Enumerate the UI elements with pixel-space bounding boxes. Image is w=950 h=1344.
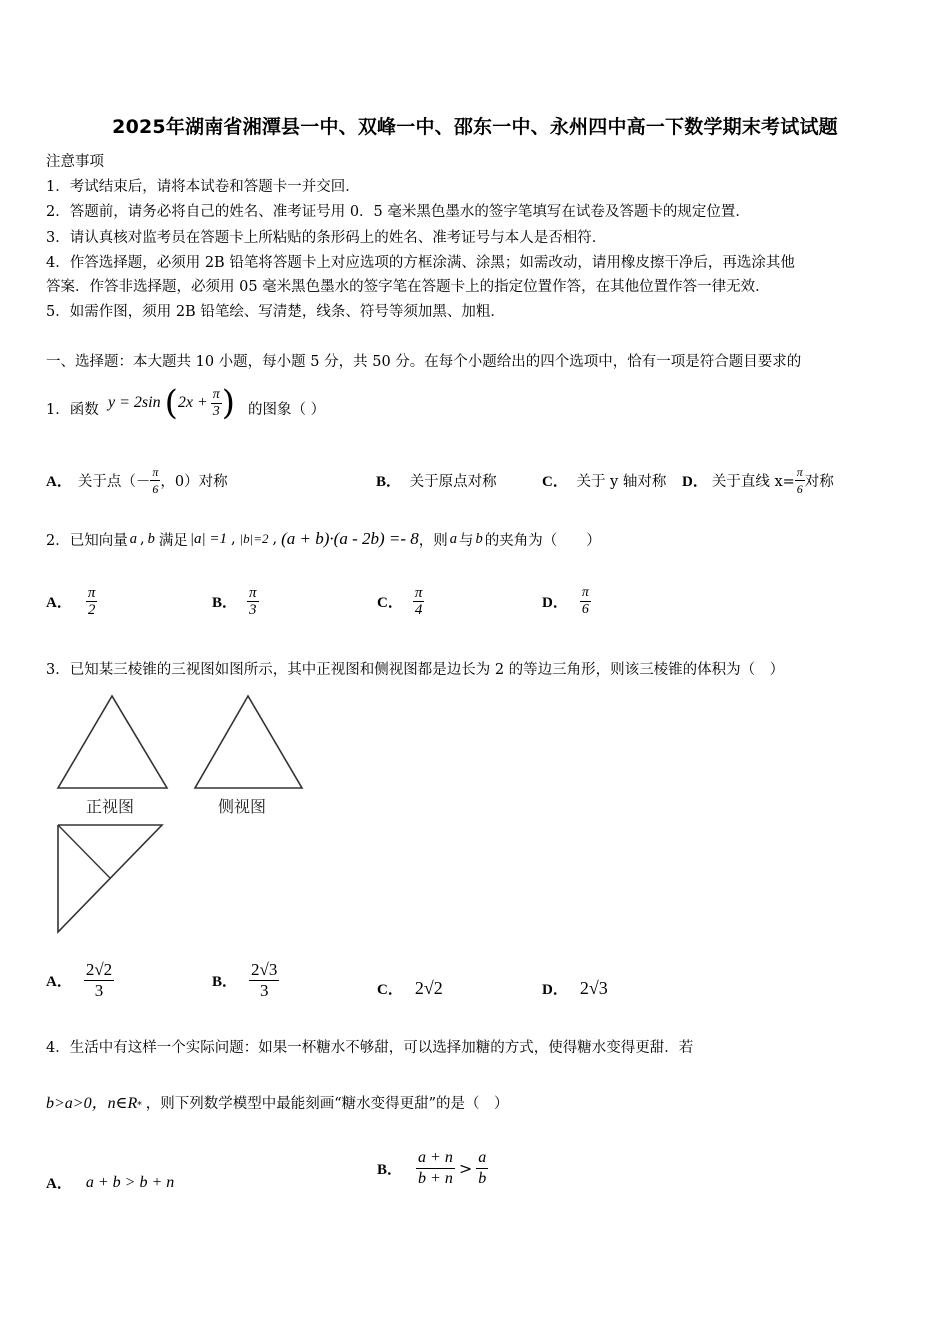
q1-formula xyxy=(108,381,235,425)
q2-option-c[interactable] xyxy=(377,578,424,624)
option-label: B． xyxy=(212,594,238,611)
q4-star: * xyxy=(137,1101,142,1111)
side-view-triangle xyxy=(195,696,302,788)
frac-num: π xyxy=(152,464,159,479)
q2-abs-b: |b|=2 xyxy=(239,531,269,546)
notice-item: 1．考试结束后，请将本试卷和答题卡一并交回． xyxy=(46,179,360,195)
frac-den: 6 xyxy=(581,601,589,617)
vector-b: b xyxy=(475,530,483,547)
option-label: C． xyxy=(542,474,568,490)
q4-option-a[interactable] xyxy=(46,1172,174,1193)
q1-formula-left: y = 2sin xyxy=(108,394,161,411)
q4-stem: 4．生活中有这样一个实际问题：如果一杯糖水不够甜，可以选择加糖的方式，使得糖水变得更甜．若 xyxy=(46,1040,694,1056)
frac-den: 6 xyxy=(152,481,159,496)
option-fraction xyxy=(476,1148,488,1189)
option-text: 对称 xyxy=(804,473,834,490)
option-text: 关于 y 轴对称 xyxy=(576,474,667,490)
q4-tail: ，则下列数学模型中最能刻画“糖水变得更甜”的是（ ） xyxy=(145,1096,509,1112)
q3-option-d[interactable] xyxy=(542,978,608,999)
q1-fraction xyxy=(211,387,222,420)
front-view-caption: 正视图 xyxy=(86,797,135,816)
q1-option-a[interactable] xyxy=(46,460,228,500)
frac-num: π xyxy=(414,584,423,601)
option-text: 关于点（－ xyxy=(77,473,151,490)
q2-text: 的夹角为（ ） xyxy=(484,532,601,549)
q1-option-d[interactable] xyxy=(682,460,834,500)
notice-item: 2．答题前，请务必将自己的姓名、准考证号用 0．5 毫米黑色墨水的签字笔填写在试卷及答题卡的规定位置． xyxy=(46,204,750,220)
option-fraction xyxy=(795,464,805,497)
option-label: B． xyxy=(377,1161,403,1178)
left-paren: ( xyxy=(164,383,178,423)
option-label: C． xyxy=(377,594,403,611)
frac-den: 4 xyxy=(414,601,423,618)
q1-formula-inner: 2x + xyxy=(177,394,208,411)
q2-option-b[interactable] xyxy=(212,578,259,624)
option-label: A． xyxy=(46,1176,72,1192)
top-view xyxy=(58,825,162,932)
section-heading: 一、选择题：本大题共 10 小题，每小题 5 分，共 50 分。在每个小题给出的四个选项中，恰有一项是符合题目要求的 xyxy=(46,354,802,370)
page-title: 2025年湖南省湘潭县一中、双峰一中、邵东一中、永州四中高一下数学期末考试试题 xyxy=(112,116,838,138)
side-view-caption: 侧视图 xyxy=(218,797,267,816)
frac-den: 6 xyxy=(796,481,803,496)
q2-abs-a: |a| =1 xyxy=(189,530,227,547)
front-view-triangle xyxy=(58,696,167,788)
option-label: D． xyxy=(542,982,568,998)
option-label: A． xyxy=(46,594,72,611)
q4-condition-line xyxy=(46,1090,509,1113)
q2-text: 满足 xyxy=(158,532,188,549)
frac-num: π xyxy=(249,584,257,601)
q1-number: 1．函数 xyxy=(46,402,99,418)
frac-num: π xyxy=(87,584,96,601)
option-fraction xyxy=(86,585,98,618)
vector-a: a xyxy=(449,530,458,547)
q1-frac-den: 3 xyxy=(212,403,220,419)
option-label: A． xyxy=(46,473,72,490)
frac-num: a xyxy=(476,1148,488,1169)
frac-num: π xyxy=(796,464,803,479)
frac-den: 3 xyxy=(249,601,257,618)
option-label: B． xyxy=(212,973,238,990)
option-value: 2√3 xyxy=(579,978,608,998)
q2-stem: 2．已知向量 a , b 满足 |a| =1 , |b|=2 , (a + b)·(a - 2b) =- 8 ，则 a 与 b 的夹角为（ ） xyxy=(46,529,601,549)
frac-num: π xyxy=(581,584,589,600)
notice-item: 答案．作答非选择题，必须用 05 毫米黑色墨水的签字笔在答题卡上的指定位置作答，在其他位置作答一律无效． xyxy=(46,279,770,295)
vector-b: b xyxy=(147,530,155,547)
option-label: C． xyxy=(377,982,403,998)
q3-option-b[interactable] xyxy=(212,954,279,1006)
q1-tail: 的图象（ ） xyxy=(248,402,326,418)
option-fraction xyxy=(249,960,279,1001)
option-value: a + b > b + n xyxy=(85,1173,175,1191)
option-text: ，0）对称 xyxy=(160,473,228,490)
q2-text: ，则 xyxy=(418,532,448,549)
frac-den: 2 xyxy=(87,601,96,618)
option-fraction xyxy=(580,585,591,618)
q3-option-a[interactable] xyxy=(46,954,114,1006)
q1-option-b[interactable] xyxy=(376,472,497,492)
frac-num: a + n xyxy=(416,1148,455,1169)
q2-expression: (a + b)·(a - 2b) =- 8 xyxy=(281,529,419,548)
option-text: 关于直线 x= xyxy=(711,473,795,490)
frac-den: b xyxy=(478,1169,487,1187)
frac-den: b + n xyxy=(418,1169,453,1187)
notice-item: 5．如需作图，须用 2B 铅笔绘、写清楚，线条、符号等须加黑、加粗． xyxy=(46,304,505,320)
notice-item: 3．请认真核对监考员在答题卡上所粘贴的条形码上的姓名、准考证号与本人是否相符． xyxy=(46,230,607,246)
frac-num: 2√3 xyxy=(251,959,278,979)
q2-option-d[interactable] xyxy=(542,578,591,624)
option-label: D． xyxy=(542,594,568,611)
q3-option-c[interactable] xyxy=(377,978,443,999)
q1-frac-num: π xyxy=(212,386,220,402)
q4-condition: b>a>0，n∈R xyxy=(46,1095,138,1112)
q1-option-c[interactable] xyxy=(542,472,666,492)
option-value: 2√2 xyxy=(414,978,443,998)
right-paren: ) xyxy=(221,383,236,423)
q2-number: 2．已知向量 xyxy=(46,532,128,549)
option-fraction xyxy=(413,585,425,618)
option-label: A． xyxy=(46,973,72,990)
q3-stem: 3．已知某三棱锥的三视图如图所示，其中正视图和侧视图都是边长为 2 的等边三角形，则该三棱锥的体积为（ ） xyxy=(46,662,785,678)
option-fraction xyxy=(416,1148,455,1189)
q1-stem xyxy=(46,400,99,420)
notice-item: 4．作答选择题，必须用 2B 铅笔将答题卡上对应选项的方框涂满、涂黑；如需改动，请用橡皮擦干净后，再选涂其他 xyxy=(46,255,795,271)
option-label: B． xyxy=(376,474,402,490)
option-text: 关于原点对称 xyxy=(409,474,497,490)
frac-den: 3 xyxy=(94,980,104,1000)
frac-num: 2√2 xyxy=(85,959,113,979)
notice-heading: 注意事项 xyxy=(46,154,104,170)
option-fraction xyxy=(84,960,114,1001)
frac-den: 3 xyxy=(259,980,269,1000)
option-fraction xyxy=(150,464,160,497)
vector-a: a xyxy=(129,530,137,547)
q2-option-a[interactable] xyxy=(46,578,97,624)
option-label: D． xyxy=(682,473,708,490)
greater-than: > xyxy=(458,1158,473,1178)
q4-option-b[interactable] xyxy=(377,1144,488,1192)
q2-text: 与 xyxy=(459,532,474,549)
option-fraction xyxy=(247,585,259,618)
